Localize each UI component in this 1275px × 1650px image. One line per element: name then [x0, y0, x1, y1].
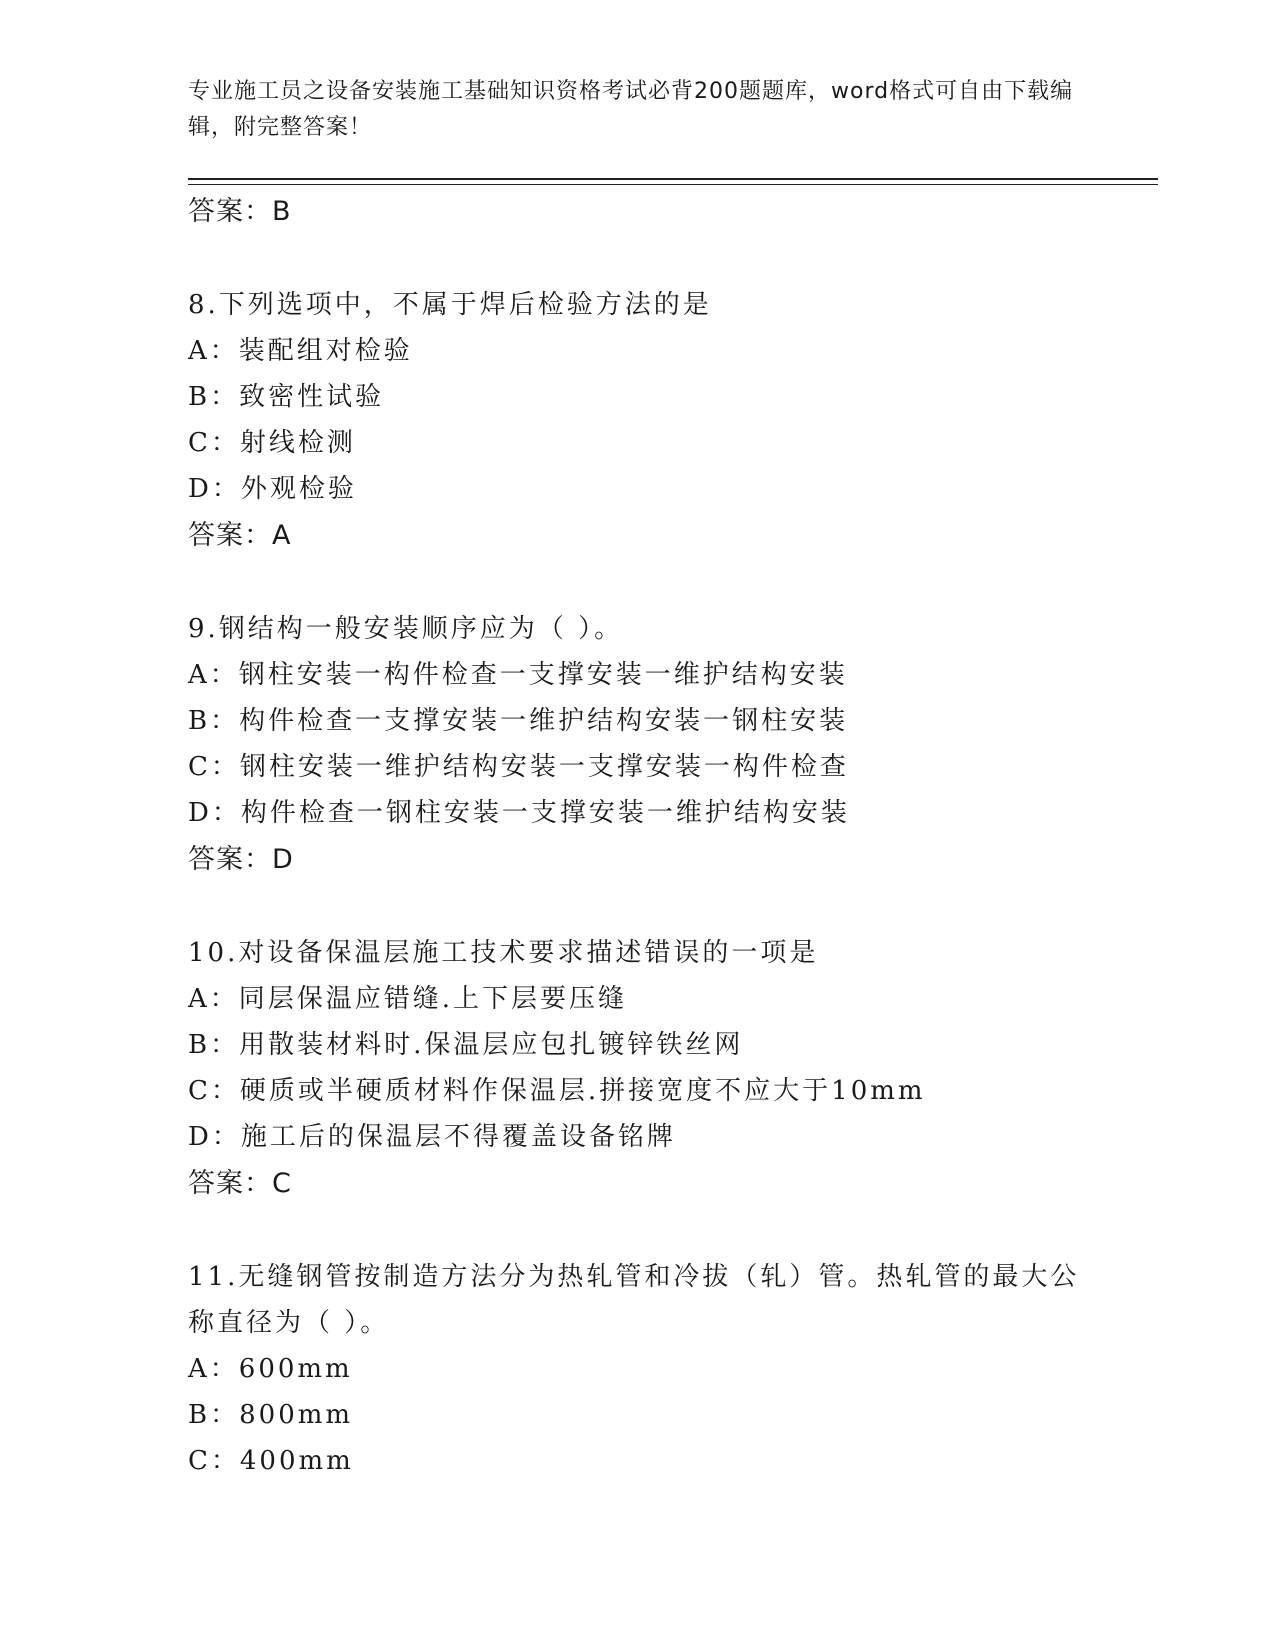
answer-line: 答案：B [188, 196, 292, 227]
option-c: C：钢柱安装一维护结构安装一支撑安装一构件检查 [188, 752, 849, 782]
question-block-9 [188, 606, 1088, 884]
header-divider-thick [188, 178, 1158, 180]
option-c: C：射线检测 [188, 428, 356, 458]
option-a: A：装配组对检验 [188, 336, 413, 366]
option-c: C：400mm [188, 1446, 354, 1476]
question-text: 9.钢结构一般安装顺序应为（ ）。 [188, 614, 624, 644]
option-b: B：致密性试验 [188, 382, 385, 412]
question-text: 8.下列选项中，不属于焊后检验方法的是 [188, 290, 712, 320]
option-a: A：600mm [188, 1354, 353, 1384]
header-divider-thin [188, 184, 1158, 185]
option-c: C：硬质或半硬质材料作保温层.拼接宽度不应大于10mm [188, 1076, 926, 1106]
document-header: 专业施工员之设备安装施工基础知识资格考试必背200题题库，word格式可自由下载编辑，附完整答案！ [188, 79, 1074, 140]
question-text: 11.无缝钢管按制造方法分为热轧管和冷拔（轧）管。热轧管的最大公称直径为（ ）。 [188, 1262, 1080, 1338]
answer-line: 答案：A [188, 520, 292, 551]
option-d: D：施工后的保温层不得覆盖设备铭牌 [188, 1122, 676, 1152]
answer-line: 答案：D [188, 844, 294, 875]
question-text: 10.对设备保温层施工技术要求描述错误的一项是 [188, 938, 819, 968]
option-a: A：钢柱安装一构件检查一支撑安装一维护结构安装 [188, 660, 848, 690]
option-a: A：同层保温应错缝.上下层要压缝 [188, 984, 628, 1014]
option-d: D：构件检查一钢柱安装一支撑安装一维护结构安装 [188, 798, 850, 828]
question-list [188, 188, 1088, 1484]
option-b: B：用散装材料时.保温层应包扎镀锌铁丝网 [188, 1030, 744, 1060]
option-d: D：外观检验 [188, 474, 357, 504]
option-b: B：构件检查一支撑安装一维护结构安装一钢柱安装 [188, 706, 849, 736]
question-block-10 [188, 930, 1088, 1208]
option-b: B：800mm [188, 1400, 354, 1430]
question-block-8 [188, 282, 1088, 560]
question-block-11 [188, 1254, 1088, 1484]
answer-line: 答案：C [188, 1168, 292, 1199]
